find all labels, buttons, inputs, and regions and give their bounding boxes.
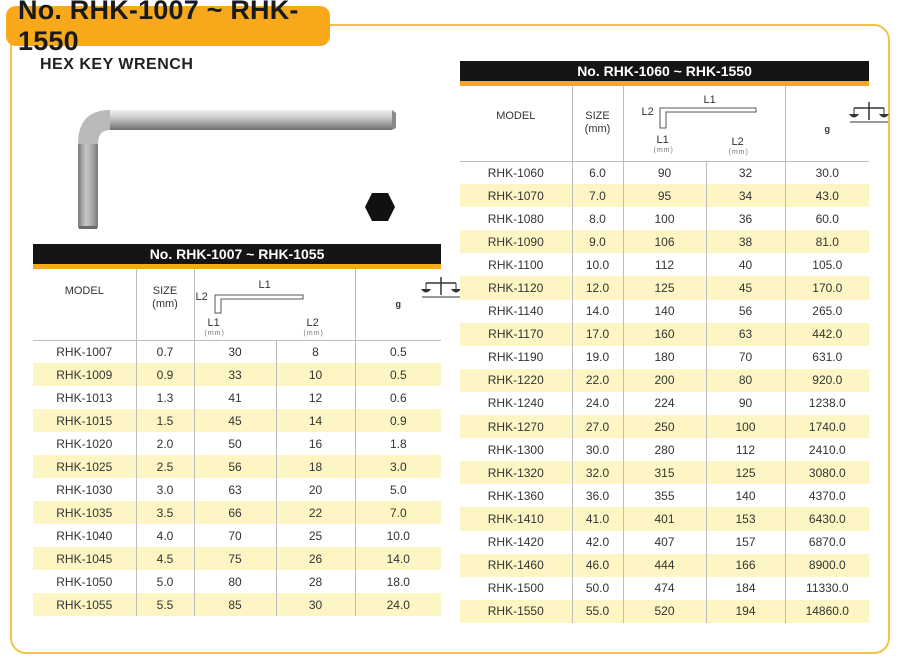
- l1-cell: 250: [623, 415, 706, 438]
- size-cell: 0.7: [136, 340, 194, 363]
- table-row: [460, 184, 869, 207]
- table-row: [460, 507, 869, 530]
- table-row: [460, 253, 869, 276]
- table-row: [33, 593, 441, 616]
- weight-cell: 7.0: [355, 501, 441, 524]
- l1-cell: 200: [623, 369, 706, 392]
- weight-cell: 2410.0: [785, 438, 869, 461]
- l2-cell: 28: [276, 570, 355, 593]
- table-row: [33, 386, 441, 409]
- l1-cell: 280: [623, 438, 706, 461]
- table-row: [460, 161, 869, 184]
- table-row: [460, 484, 869, 507]
- size-cell: 42.0: [572, 531, 623, 554]
- model-cell: RHK-1300: [460, 438, 572, 461]
- weight-cell: 631.0: [785, 346, 869, 369]
- l1-cell: 401: [623, 507, 706, 530]
- model-cell: RHK-1100: [460, 253, 572, 276]
- l1-cell: 90: [623, 161, 706, 184]
- small-size-table: [33, 244, 441, 616]
- l2-cell: 63: [706, 323, 785, 346]
- size-cell: 19.0: [572, 346, 623, 369]
- model-cell: RHK-1050: [33, 570, 136, 593]
- l1-cell: 160: [623, 323, 706, 346]
- table-row: [33, 363, 441, 386]
- model-cell: RHK-1120: [460, 276, 572, 299]
- weight-cell: 4370.0: [785, 484, 869, 507]
- model-cell: RHK-1035: [33, 501, 136, 524]
- l1-cell: 407: [623, 531, 706, 554]
- model-cell: RHK-1410: [460, 507, 572, 530]
- size-cell: 14.0: [572, 300, 623, 323]
- table-row: [33, 455, 441, 478]
- size-cell: 2.0: [136, 432, 194, 455]
- model-column-header: MODEL: [460, 83, 572, 161]
- l2-cell: 70: [706, 346, 785, 369]
- l1-cell: 140: [623, 300, 706, 323]
- table-row: [33, 570, 441, 593]
- weight-cell: 14860.0: [785, 600, 869, 623]
- page-title: No. RHK-1007 ~ RHK-1550: [6, 6, 330, 46]
- weight-cell: 265.0: [785, 300, 869, 323]
- table-row: [460, 577, 869, 600]
- weight-cell: 0.6: [355, 386, 441, 409]
- length-column-header: L1 L2 L1 (mm) L2 (mm): [194, 266, 355, 340]
- l2-cell: 8: [276, 340, 355, 363]
- l1-cell: 70: [194, 524, 276, 547]
- model-cell: RHK-1550: [460, 600, 572, 623]
- l2-cell: 157: [706, 531, 785, 554]
- l2-cell: 26: [276, 547, 355, 570]
- l1-cell: 100: [623, 207, 706, 230]
- weight-cell: 18.0: [355, 570, 441, 593]
- size-cell: 10.0: [572, 253, 623, 276]
- size-cell: 17.0: [572, 323, 623, 346]
- product-subtitle: HEX KEY WRENCH: [40, 56, 194, 73]
- length-column-header: L1 L2 L1 (mm) L2 (mm): [623, 83, 785, 161]
- size-cell: 46.0: [572, 554, 623, 577]
- model-cell: RHK-1045: [33, 547, 136, 570]
- l2-cell: 30: [276, 593, 355, 616]
- l2-cell: 38: [706, 230, 785, 253]
- size-cell: 5.5: [136, 593, 194, 616]
- weight-cell: 24.0: [355, 593, 441, 616]
- model-cell: RHK-1030: [33, 478, 136, 501]
- l1-cell: 125: [623, 276, 706, 299]
- large-table-title: No. RHK-1060 ~ RHK-1550: [460, 61, 869, 83]
- table-row: [460, 323, 869, 346]
- model-cell: RHK-1015: [33, 409, 136, 432]
- table-row: [460, 600, 869, 623]
- model-cell: RHK-1070: [460, 184, 572, 207]
- weight-cell: 60.0: [785, 207, 869, 230]
- model-cell: RHK-1500: [460, 577, 572, 600]
- l2-cell: 90: [706, 392, 785, 415]
- model-cell: RHK-1055: [33, 593, 136, 616]
- model-cell: RHK-1009: [33, 363, 136, 386]
- l2-cell: 25: [276, 524, 355, 547]
- l2-cell: 140: [706, 484, 785, 507]
- weight-cell: 6870.0: [785, 531, 869, 554]
- l1-cell: 95: [623, 184, 706, 207]
- l2-cell: 194: [706, 600, 785, 623]
- table-row: [33, 432, 441, 455]
- size-cell: 9.0: [572, 230, 623, 253]
- size-cell: 12.0: [572, 276, 623, 299]
- l1-cell: 224: [623, 392, 706, 415]
- l2-cell: 12: [276, 386, 355, 409]
- weight-cell: 10.0: [355, 524, 441, 547]
- table-row: [460, 276, 869, 299]
- weight-cell: 5.0: [355, 478, 441, 501]
- weight-column-header: g: [355, 266, 441, 340]
- size-cell: 8.0: [572, 207, 623, 230]
- weight-cell: 170.0: [785, 276, 869, 299]
- l1-cell: 106: [623, 230, 706, 253]
- size-cell: 0.9: [136, 363, 194, 386]
- table-row: [460, 531, 869, 554]
- l1-cell: 112: [623, 253, 706, 276]
- weight-cell: 1238.0: [785, 392, 869, 415]
- size-column-header: SIZE (mm): [572, 83, 623, 161]
- table-row: [460, 346, 869, 369]
- table-row: [33, 478, 441, 501]
- l2-cell: 36: [706, 207, 785, 230]
- l2-cell: 40: [706, 253, 785, 276]
- model-cell: RHK-1220: [460, 369, 572, 392]
- l2-cell: 16: [276, 432, 355, 455]
- size-cell: 36.0: [572, 484, 623, 507]
- l2-cell: 100: [706, 415, 785, 438]
- l2-cell: 32: [706, 161, 785, 184]
- size-cell: 55.0: [572, 600, 623, 623]
- weight-cell: 81.0: [785, 230, 869, 253]
- table-row: [33, 524, 441, 547]
- size-column-header: SIZE (mm): [136, 266, 194, 340]
- l2-cell: 20: [276, 478, 355, 501]
- weight-cell: 11330.0: [785, 577, 869, 600]
- l2-cell: 34: [706, 184, 785, 207]
- size-cell: 4.5: [136, 547, 194, 570]
- weight-cell: 30.0: [785, 161, 869, 184]
- l1-cell: 45: [194, 409, 276, 432]
- model-cell: RHK-1170: [460, 323, 572, 346]
- l1-cell: 50: [194, 432, 276, 455]
- model-cell: RHK-1190: [460, 346, 572, 369]
- table-row: [33, 547, 441, 570]
- model-cell: RHK-1360: [460, 484, 572, 507]
- hex-key-wrench-image: [70, 98, 400, 230]
- weight-cell: 3.0: [355, 455, 441, 478]
- table-row: [33, 340, 441, 363]
- size-cell: 41.0: [572, 507, 623, 530]
- size-cell: 30.0: [572, 438, 623, 461]
- weight-cell: 0.5: [355, 340, 441, 363]
- l2-cell: 18: [276, 455, 355, 478]
- weight-cell: 8900.0: [785, 554, 869, 577]
- weight-cell: 1.8: [355, 432, 441, 455]
- size-cell: 22.0: [572, 369, 623, 392]
- model-cell: RHK-1013: [33, 386, 136, 409]
- table-row: [33, 501, 441, 524]
- l1-cell: 80: [194, 570, 276, 593]
- size-cell: 6.0: [572, 161, 623, 184]
- weight-cell: 1740.0: [785, 415, 869, 438]
- table-row: [460, 438, 869, 461]
- weight-cell: 105.0: [785, 253, 869, 276]
- weight-cell: 920.0: [785, 369, 869, 392]
- l1-cell: 315: [623, 461, 706, 484]
- weight-cell: 6430.0: [785, 507, 869, 530]
- size-cell: 3.5: [136, 501, 194, 524]
- l2-cell: 22: [276, 501, 355, 524]
- size-cell: 5.0: [136, 570, 194, 593]
- l1-cell: 444: [623, 554, 706, 577]
- model-cell: RHK-1270: [460, 415, 572, 438]
- model-cell: RHK-1040: [33, 524, 136, 547]
- table-row: [460, 300, 869, 323]
- l2-cell: 153: [706, 507, 785, 530]
- hexagon-profile-icon: [364, 192, 396, 222]
- weight-cell: 3080.0: [785, 461, 869, 484]
- table-row: [460, 369, 869, 392]
- l1-cell: 75: [194, 547, 276, 570]
- size-cell: 4.0: [136, 524, 194, 547]
- large-size-table: [460, 61, 869, 623]
- table-row: [460, 207, 869, 230]
- size-cell: 27.0: [572, 415, 623, 438]
- l1-cell: 41: [194, 386, 276, 409]
- l2-cell: 184: [706, 577, 785, 600]
- l1-cell: 63: [194, 478, 276, 501]
- model-cell: RHK-1140: [460, 300, 572, 323]
- l1-cell: 33: [194, 363, 276, 386]
- weight-cell: 442.0: [785, 323, 869, 346]
- l1-cell: 66: [194, 501, 276, 524]
- l2-cell: 125: [706, 461, 785, 484]
- model-cell: RHK-1020: [33, 432, 136, 455]
- l2-cell: 45: [706, 276, 785, 299]
- size-cell: 1.3: [136, 386, 194, 409]
- size-cell: 32.0: [572, 461, 623, 484]
- size-cell: 2.5: [136, 455, 194, 478]
- weight-cell: 14.0: [355, 547, 441, 570]
- model-cell: RHK-1080: [460, 207, 572, 230]
- size-cell: 7.0: [572, 184, 623, 207]
- weight-cell: 43.0: [785, 184, 869, 207]
- model-cell: RHK-1420: [460, 531, 572, 554]
- model-cell: RHK-1320: [460, 461, 572, 484]
- l1-cell: 85: [194, 593, 276, 616]
- size-cell: 1.5: [136, 409, 194, 432]
- l1-cell: 355: [623, 484, 706, 507]
- table-row: [33, 409, 441, 432]
- l2-cell: 166: [706, 554, 785, 577]
- l2-cell: 112: [706, 438, 785, 461]
- model-cell: RHK-1025: [33, 455, 136, 478]
- weight-cell: 0.9: [355, 409, 441, 432]
- l2-cell: 14: [276, 409, 355, 432]
- size-cell: 24.0: [572, 392, 623, 415]
- table-row: [460, 554, 869, 577]
- size-cell: 50.0: [572, 577, 623, 600]
- l1-cell: 30: [194, 340, 276, 363]
- l2-cell: 56: [706, 300, 785, 323]
- small-table-title: No. RHK-1007 ~ RHK-1055: [33, 244, 441, 266]
- weight-column-header: g: [785, 83, 869, 161]
- l1-cell: 474: [623, 577, 706, 600]
- model-cell: RHK-1007: [33, 340, 136, 363]
- table-row: [460, 461, 869, 484]
- model-cell: RHK-1060: [460, 161, 572, 184]
- model-cell: RHK-1240: [460, 392, 572, 415]
- table-row: [460, 392, 869, 415]
- weight-cell: 0.5: [355, 363, 441, 386]
- table-row: [460, 230, 869, 253]
- l2-cell: 10: [276, 363, 355, 386]
- l1-cell: 520: [623, 600, 706, 623]
- table-row: [460, 415, 869, 438]
- size-cell: 3.0: [136, 478, 194, 501]
- model-column-header: MODEL: [33, 266, 136, 340]
- l2-cell: 80: [706, 369, 785, 392]
- scale-icon: [827, 86, 900, 146]
- model-cell: RHK-1460: [460, 554, 572, 577]
- l1-cell: 56: [194, 455, 276, 478]
- model-cell: RHK-1090: [460, 230, 572, 253]
- l1-cell: 180: [623, 346, 706, 369]
